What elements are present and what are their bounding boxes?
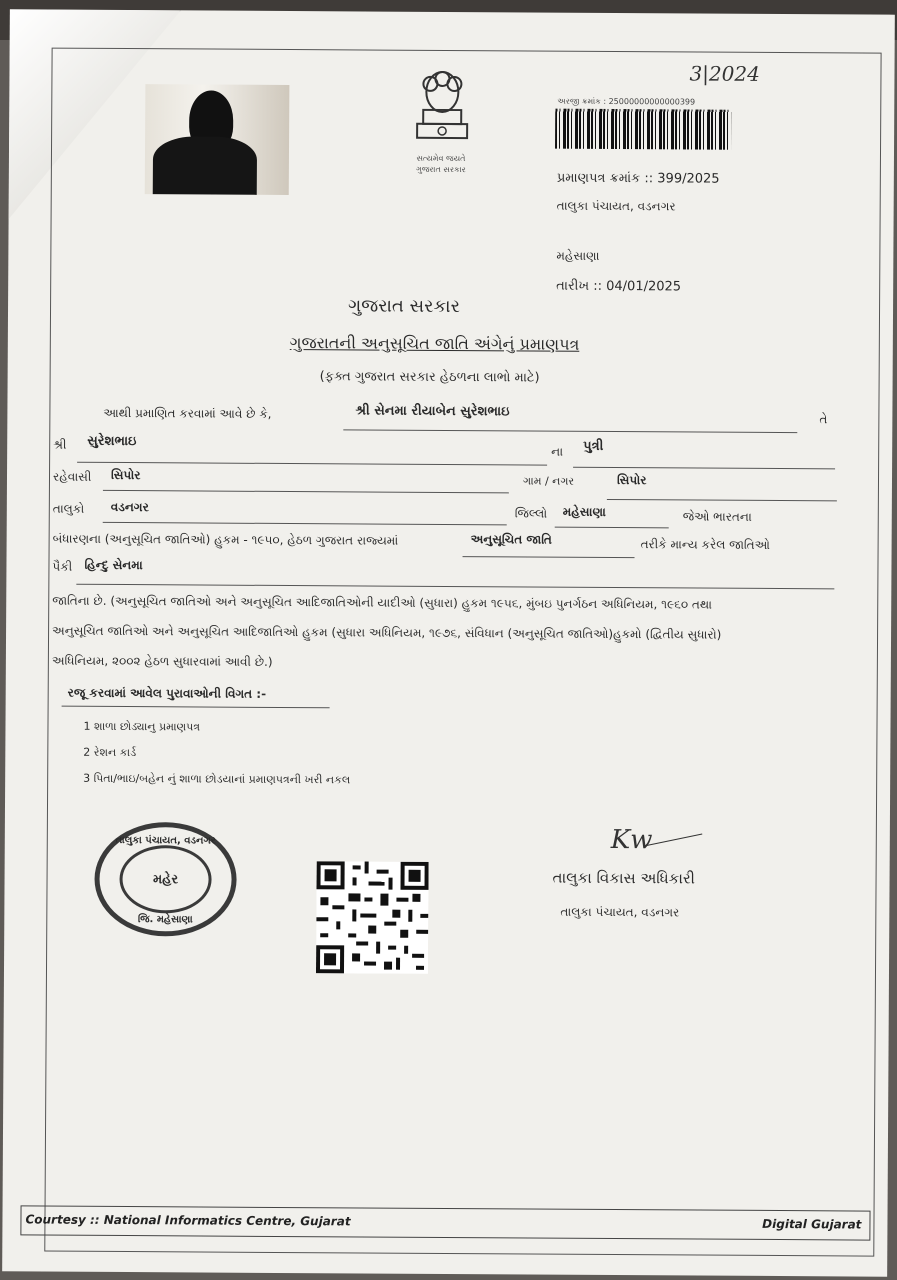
paragraph-line-3: અધિનિયમ, ૨૦૦૨ હેઠળ સુધારવામાં આવી છે.) — [51, 653, 273, 669]
signatory-office: તાલુકા પંચાયત, વડનગર — [560, 904, 680, 920]
taluka-label: તાલુકો — [52, 501, 85, 516]
caste-prefix: પૈકી — [52, 559, 73, 574]
certificate-no-label: પ્રમાણપત્ર ક્રમાંક :: — [556, 170, 654, 187]
signature: Kw — [610, 824, 653, 856]
caste-value: હિન્દુ સેનમા — [84, 557, 143, 573]
category-value: અનુસૂચિત જાતિ — [470, 532, 552, 547]
date-value: 04/01/2025 — [606, 278, 682, 295]
office-line: તાલુકા પંચાયત, વડનગર — [556, 198, 676, 214]
village-label: ગામ / નગર — [522, 474, 575, 488]
footer-bar — [20, 1205, 870, 1240]
paragraph-line-2: અનુસૂચિત જાતિઓ અને અનુસૂચિત આદિજાતિઓ હુકમ (સુધારા અધિનિયમ, ૧૯૭૬, સંવિધાન (અનુસૂચિત જાતિઓ)હુકમો (દ્વિતીય સુધારો) — [52, 623, 722, 642]
barcode-label: અરજી ક્રમાંક : 25000000000000399 — [557, 96, 696, 107]
govt-title: ગુજરાત સરકાર — [347, 295, 460, 318]
emblem-caption-2: ગુજરાત સરકાર — [416, 164, 466, 175]
constitution-text: બંધારણના (અનુસૂચિત જાતિઓ) હુકમ - ૧૯૫૦, હેઠળ ગુજરાત રાજ્યમાં — [52, 531, 399, 548]
district-value: મહેસાણા — [562, 504, 606, 519]
village-value: સિપોર — [616, 473, 647, 488]
qr-code — [316, 861, 429, 974]
documents-heading: રજૂ કરવામાં આવેલ પુરાવાઓની વિગત :- — [67, 685, 267, 701]
shri-label: શ્રી — [53, 437, 67, 452]
signatory-title: તાલુકા વિકાસ અધિકારી — [552, 868, 696, 888]
document-item-1: 1 શાળા છોડ્યાનુ પ્રમાણપત્ર — [83, 719, 201, 734]
barcode — [555, 109, 731, 150]
document-item-3: 3 પિતા/ભાઇ/બહેન નું શાળા છોડયાનાં પ્રમાણપત્રની ખરી નકલ — [83, 771, 351, 787]
date-label: તારીખ :: — [556, 278, 603, 294]
seal-outer-text: તાલુકા પંચાયત, વડનગર — [115, 834, 216, 847]
suffix-te: તે — [819, 412, 828, 427]
emblem-caption-1: સત્યમેવ જયતે — [416, 153, 466, 164]
certificate-subtitle: (ફક્ત ગુજરાત સરકાર હેઠળના લાભો માટે) — [319, 369, 540, 386]
seal-bottom-text: જિ. મહેસાણા — [137, 914, 193, 926]
recognized-text: તરીકે માન્ય કરેલ જાતિઓ — [640, 537, 770, 552]
certificate-paper — [2, 9, 895, 1276]
seal-center: મહેર — [119, 845, 211, 914]
applicant-photo — [145, 84, 290, 195]
paragraph-line-1: જાતિના છે. (અનુસૂચિત જાતિઓ અને અનુસૂચિત આદિજાતિઓની યાદીઓ (સુધારા) હુકમ ૧૯૫૬, મુંબઇ પુનર્ગઠન અધિનિયમ, ૧૯૬૦ તથા — [52, 593, 713, 612]
official-seal — [94, 822, 237, 937]
applicant-name: શ્રી સેનમા રીયાબેન સુરેશભાઇ — [355, 403, 510, 420]
handwritten-reference: 3|2024 — [689, 61, 760, 86]
district-label: જિલ્લો — [514, 506, 548, 521]
relation-prefix: ના — [551, 444, 564, 459]
relation-value: પુત્રી — [583, 438, 604, 454]
footer-digital-gujarat: Digital Gujarat — [762, 1216, 862, 1232]
document-item-2: 2 રેશન કાર્ડ — [83, 745, 137, 760]
certificate-title: ગુજરાતની અનુસૂચિત જાતિ અંગેનું પ્રમાણપત્ર — [289, 333, 580, 354]
district-line: મહેસાણા — [556, 248, 600, 263]
resident-label: રહેવાસી — [52, 469, 92, 484]
father-name: સુરેશભાઇ — [87, 433, 137, 450]
certificate-no: 399/2025 — [657, 171, 720, 187]
jeo-text: જેઓ ભારતના — [682, 509, 752, 524]
resident-value: સિપોર — [110, 467, 141, 483]
taluka-value: વડનગર — [110, 499, 149, 515]
certificate-border — [44, 48, 881, 1257]
footer-courtesy: Courtesy :: National Informatics Centre, Gujarat — [25, 1212, 351, 1229]
intro-text: આથી પ્રમાણિત કરવામાં આવે છે કે, — [103, 405, 272, 421]
